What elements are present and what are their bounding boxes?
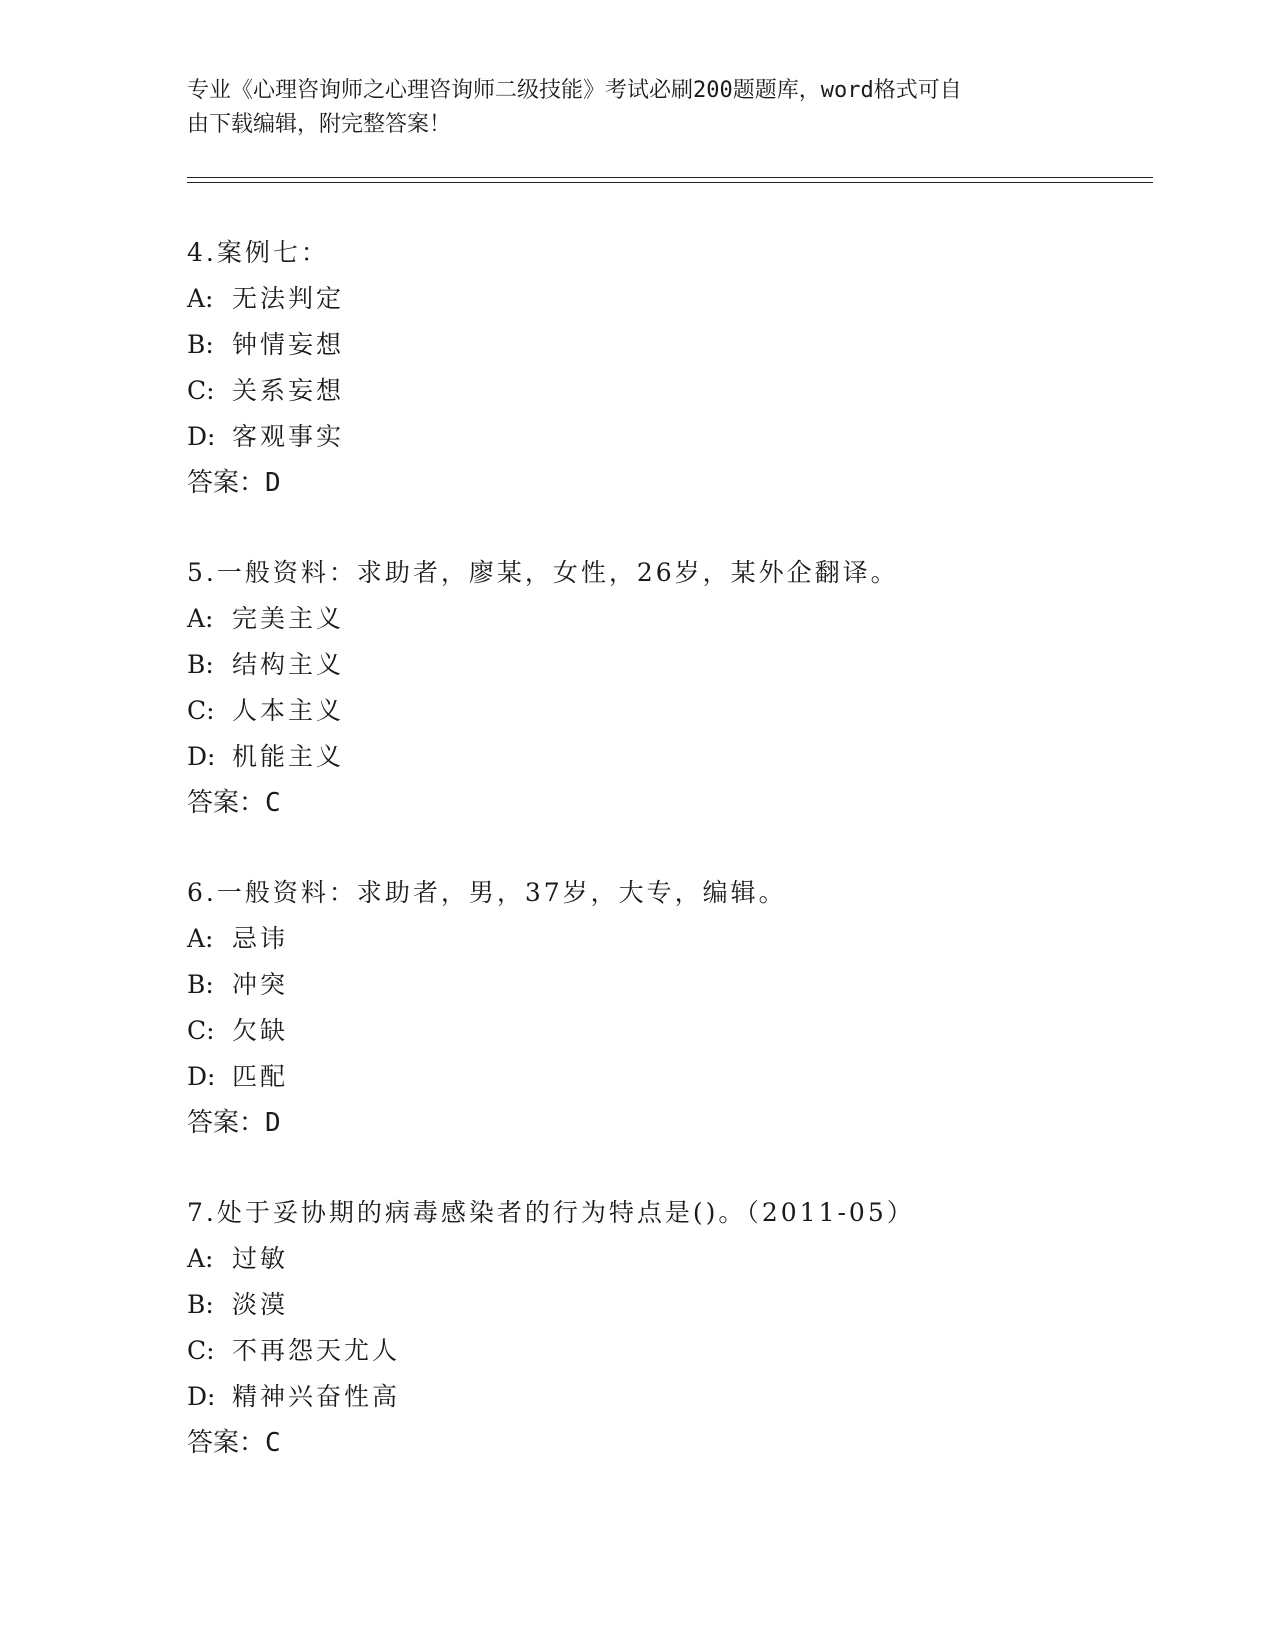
option-text: 钟情妄想 <box>232 330 345 359</box>
option-text: 机能主义 <box>232 742 345 771</box>
option-a <box>187 276 1187 322</box>
option-d <box>187 1054 1187 1100</box>
option-letter: A: <box>187 924 214 953</box>
option-letter: B: <box>187 970 214 999</box>
option-text: 冲突 <box>232 970 289 999</box>
question-stem: 6.一般资料：求助者，男，37岁，大专，编辑。 <box>187 878 787 907</box>
option-d <box>187 1374 1187 1420</box>
option-text: 完美主义 <box>232 604 345 633</box>
option-letter: B: <box>187 1290 214 1319</box>
option-b <box>187 322 1187 368</box>
option-c <box>187 1008 1187 1054</box>
question-7 <box>187 1190 1187 1466</box>
option-text: 过敏 <box>232 1244 289 1273</box>
option-letter: B: <box>187 650 214 679</box>
question-stem: 7.处于妥协期的病毒感染者的行为特点是()。（2011-05） <box>187 1198 915 1227</box>
option-letter: B: <box>187 330 214 359</box>
option-d <box>187 734 1187 780</box>
option-letter: C: <box>187 1016 215 1045</box>
answer-line: 答案：C <box>187 788 281 818</box>
option-d <box>187 414 1187 460</box>
answer-line: 答案：C <box>187 1428 281 1458</box>
option-letter: D: <box>187 422 216 451</box>
document-header <box>187 74 1067 142</box>
option-text: 欠缺 <box>232 1016 289 1045</box>
question-6 <box>187 870 1187 1146</box>
option-text: 客观事实 <box>232 422 345 451</box>
header-line-1: 专业《心理咨询师之心理咨询师二级技能》考试必刷200题题库，word格式可自 <box>187 78 962 103</box>
option-b <box>187 1282 1187 1328</box>
option-text: 忌讳 <box>232 924 289 953</box>
option-a <box>187 596 1187 642</box>
header-line-2: 由下载编辑，附完整答案！ <box>187 112 452 137</box>
option-a <box>187 1236 1187 1282</box>
option-letter: D: <box>187 742 216 771</box>
option-text: 无法判定 <box>232 284 345 313</box>
option-a <box>187 916 1187 962</box>
option-letter: C: <box>187 1336 215 1365</box>
answer-line: 答案：D <box>187 468 281 498</box>
option-letter: D: <box>187 1062 216 1091</box>
option-b <box>187 962 1187 1008</box>
option-text: 淡漠 <box>232 1290 289 1319</box>
question-stem: 4.案例七： <box>187 238 329 267</box>
option-letter: C: <box>187 376 215 405</box>
option-letter: A: <box>187 284 214 313</box>
header-divider-bottom <box>187 182 1153 183</box>
option-b <box>187 642 1187 688</box>
option-text: 关系妄想 <box>232 376 345 405</box>
option-letter: D: <box>187 1382 216 1411</box>
option-letter: C: <box>187 696 215 725</box>
question-5 <box>187 550 1187 826</box>
option-text: 匹配 <box>232 1062 289 1091</box>
option-text: 人本主义 <box>232 696 345 725</box>
option-text: 精神兴奋性高 <box>232 1382 401 1411</box>
option-letter: A: <box>187 604 214 633</box>
option-letter: A: <box>187 1244 214 1273</box>
option-c <box>187 368 1187 414</box>
header-divider-top <box>187 177 1153 178</box>
option-c <box>187 1328 1187 1374</box>
answer-line: 答案：D <box>187 1108 281 1138</box>
option-c <box>187 688 1187 734</box>
question-4 <box>187 230 1187 506</box>
question-stem: 5.一般资料：求助者，廖某，女性，26岁，某外企翻译。 <box>187 558 899 587</box>
option-text: 结构主义 <box>232 650 345 679</box>
option-text: 不再怨天尤人 <box>232 1336 401 1365</box>
